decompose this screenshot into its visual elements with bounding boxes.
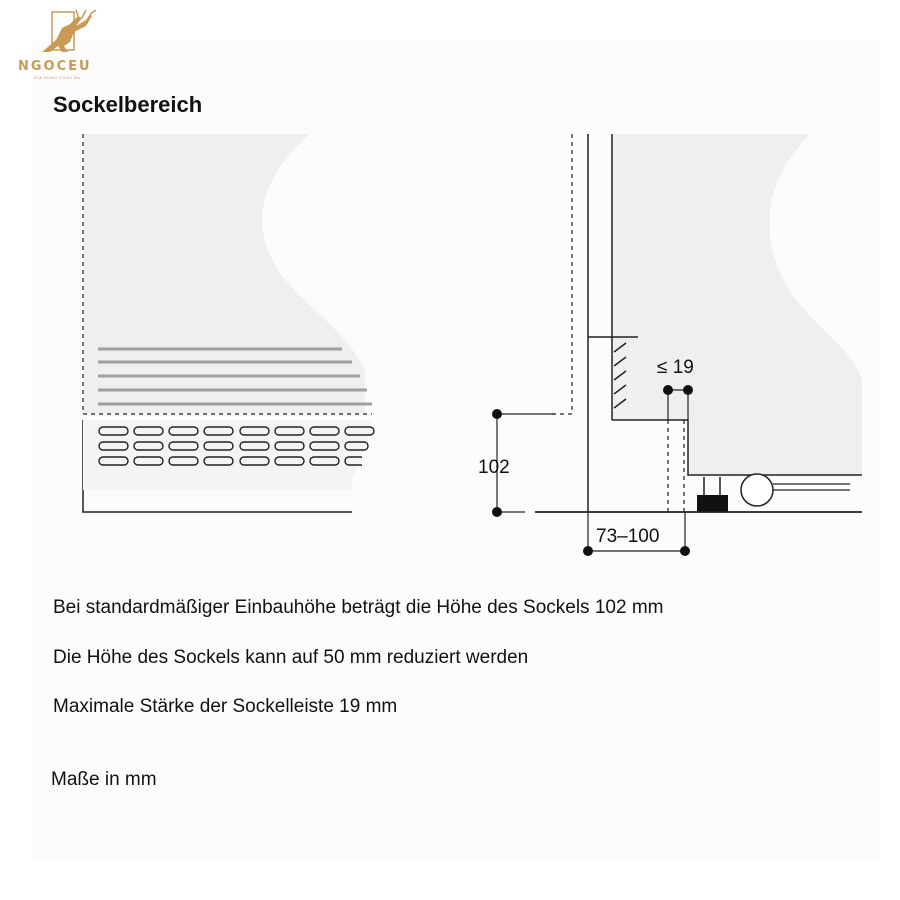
adjustable-foot [697,495,728,512]
note-max-thickness: Maximale Stärke der Sockelleiste 19 mm [53,696,398,717]
units-note: Maße in mm [51,769,157,790]
height-dimension-label: 102 [478,457,510,478]
depth-dimension-label: 73–100 [596,526,660,547]
note-reduced-height: Die Höhe des Sockels kann auf 50 mm reduziert werden [53,647,529,668]
side-section-view [535,134,862,512]
front-view [83,134,374,512]
logo-tagline: GIA DỤNG CHÂU ÂU [34,75,81,80]
height-dimension [478,409,555,517]
page-title: Sockelbereich [53,92,203,117]
rear-wheel [741,474,773,506]
note-standard-height: Bei standardmäßiger Einbauhöhe beträgt die Höhe des Sockels 102 mm [53,597,664,618]
logo-wordmark: NGOCEU [18,59,92,74]
thickness-dimension-label: ≤ 19 [657,357,694,378]
depth-dimension [583,512,690,556]
